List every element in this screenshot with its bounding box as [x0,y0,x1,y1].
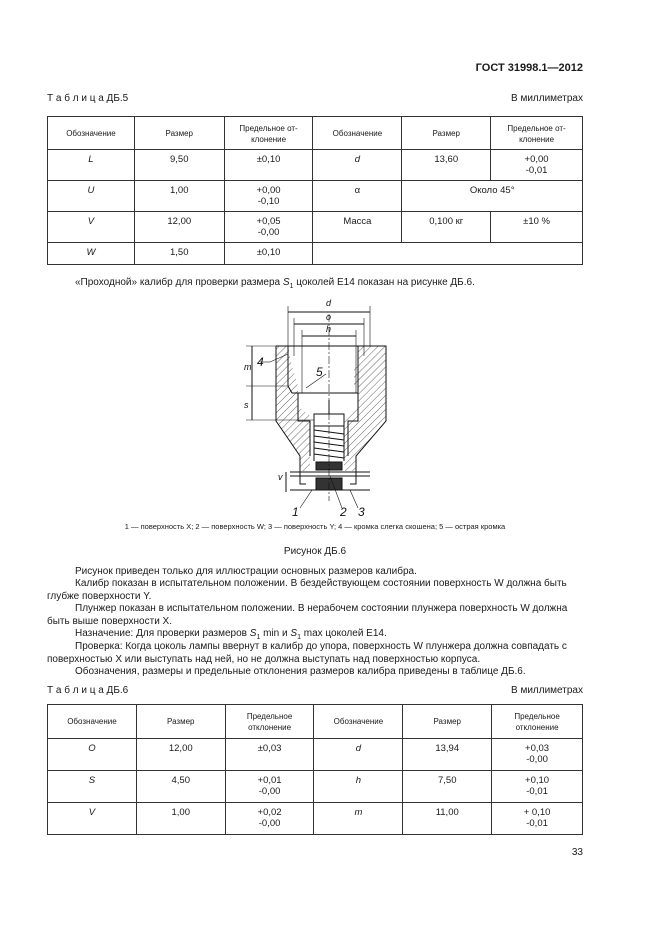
cell: 12,00 [134,212,224,243]
table5 [47,116,583,265]
callout-5: 5 [316,365,323,379]
cell: 1,00 [134,181,224,212]
cell: +0,00 -0,01 [491,150,583,181]
cell: 0,100 кг [402,212,491,243]
dim-v-label: v [278,472,283,482]
cell: ±0,10 [224,243,313,265]
cell: 1,00 [136,803,225,835]
table5-unit: В миллиметрах [511,93,583,104]
table-row [48,771,583,803]
cell: 13,94 [403,739,492,771]
cell: +0,05 -0,00 [224,212,313,243]
cell: 4,50 [136,771,225,803]
standard-header: ГОСТ 31998.1—2012 [475,62,583,74]
table-row [48,150,583,181]
table6-header: Обозначение [48,705,137,739]
cell: Около 45° [402,181,583,212]
table5-header: Предельное от- клонение [491,117,583,150]
cell: + 0,10 -0,01 [492,803,583,835]
cell: m [314,803,403,835]
table5-header-row [48,117,583,150]
cell: +0,03 -0,00 [492,739,583,771]
table-row [48,739,583,771]
callout-3: 3 [358,505,365,518]
cell: W [48,243,135,265]
table6-header: Размер [403,705,492,739]
cell: O [48,739,137,771]
cell: S [48,771,137,803]
cell: ±0,10 [224,150,313,181]
cell: 7,50 [403,771,492,803]
table6-caption: Т а б л и ц а ДБ.6 [47,685,129,696]
table-row [48,181,583,212]
table6-header: Размер [136,705,225,739]
cell: +0,10 -0,01 [492,771,583,803]
table-row [48,243,583,265]
dim-o-label: o [326,312,332,322]
table-row [48,212,583,243]
cell: α [313,181,402,212]
cell [313,243,583,265]
cell: U [48,181,135,212]
callout-2: 2 [340,505,347,518]
cell: d [314,739,403,771]
callout-1: 1 [292,505,299,518]
table-row [48,803,583,835]
table6-header-row [48,705,583,739]
cell: h [314,771,403,803]
cell: 12,00 [136,739,225,771]
table6-header: Обозначение [314,705,403,739]
cell: 11,00 [403,803,492,835]
cell: ±10 % [491,212,583,243]
cell: ±0,03 [225,739,314,771]
table5-header: Обозначение [48,117,135,150]
callout-4: 4 [257,355,264,369]
table5-header: Размер [402,117,491,150]
paragraph-4: Назначение: Для проверки размеров $S_1$ min и $S_1$ max цоколей Е14. [75,628,387,641]
gauge-drawing [230,296,430,518]
cell: d [313,150,402,181]
table5-header: Размер [134,117,224,150]
cell: +0,02 -0,00 [225,803,314,835]
cell: V [48,212,135,243]
cell: 1,50 [134,243,224,265]
figure-caption: Рисунок ДБ.6 [283,546,347,557]
cell: V [48,803,137,835]
table6-header: Предельное отклонение [225,705,314,739]
dim-h-label: h [326,324,332,334]
dim-m-label: m [244,362,252,372]
cell: Масса [313,212,402,243]
cell: L [48,150,135,181]
dim-s-label: s [244,400,249,410]
page-number: 33 [571,847,583,858]
cell: 9,50 [134,150,224,181]
table6 [47,704,583,835]
intro-paragraph: «Проходной» калибр для проверки размера $S_1$ цоколей Е14 показан на рисунке ДБ.6. [75,277,475,290]
table5-header: Обозначение [313,117,402,150]
figure-legend: 1 — поверхность X; 2 — поверхность W; 3 — поверхность Y; 4 — кромка слегка скошена; 5 — острая кромка [124,522,506,531]
table5-caption: Т а б л и ц а ДБ.5 [47,93,129,104]
cell: 13,60 [402,150,491,181]
paragraph-5: Проверка: Когда цоколь лампы ввернут в калибр до упора, поверхность W плунжера должна совпадать с поверхностью X или выступать над ней, но не должна выступать над поверхностью корпуса. [47,641,567,665]
table6-header: Предельное отклонение [492,705,583,739]
paragraph-6: Обозначения, размеры и предельные отклонения размеров калибра приведены в таблице ДБ.6. [75,666,526,677]
paragraph-2: Калибр показан в испытательном положении. В бездействующем состоянии поверхность W должна быть глубже поверхности Y. [47,578,567,602]
paragraph-3: Плунжер показан в испытательном положении. В нерабочем состоянии плунжера поверхность W должна быть выше поверхности X. [47,603,568,627]
table5-header: Предельное от- клонение [224,117,313,150]
cell: +0,01 -0,00 [225,771,314,803]
paragraph-1: Рисунок приведен только для иллюстрации основных размеров калибра. [75,566,417,577]
cell: +0,00 -0,10 [224,181,313,212]
dim-d-label: d [326,298,332,308]
table6-unit: В миллиметрах [511,685,583,696]
